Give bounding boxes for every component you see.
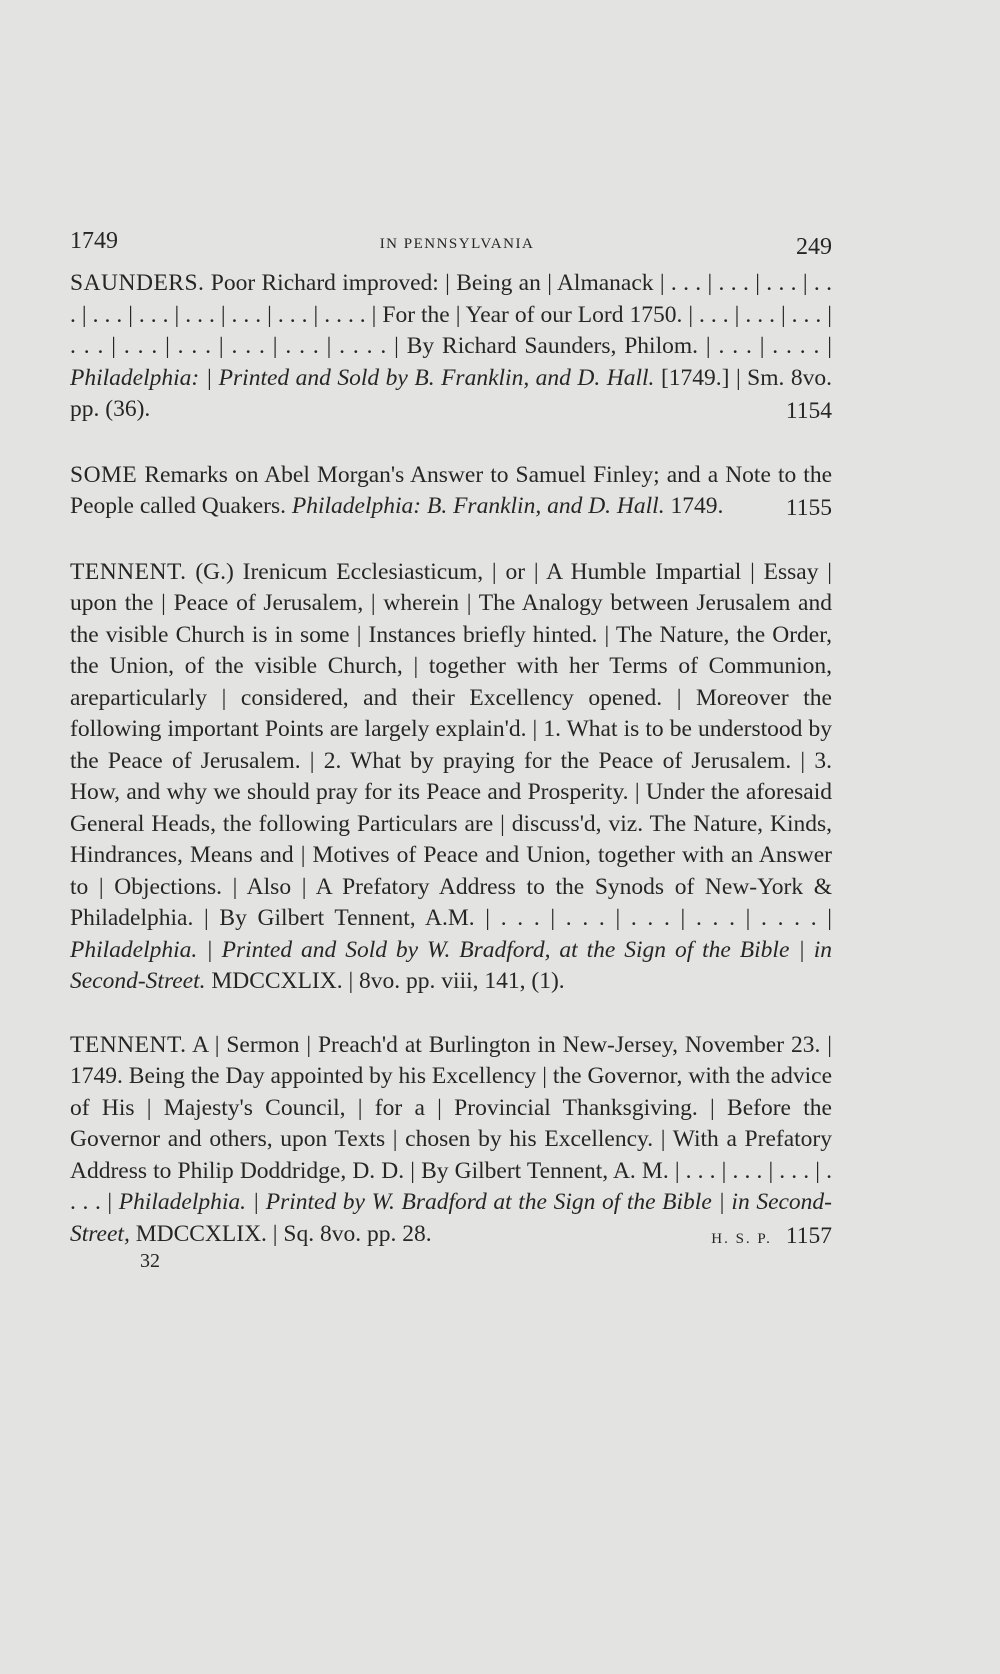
entry-title: Remarks on Abel Morgan's Answer to Samuel Finley; and a Note to the People called Quakers. [70,461,832,519]
entry-collation: MDCCXLIX. | 8vo. pp. viii, 141, (1). [211,968,565,994]
running-head-year: 1749 [70,228,118,254]
entry-imprint: Philadelphia: B. Franklin, and D. Hall. [291,493,665,519]
entry-author: TENNENT. [70,1031,187,1058]
entry-imprint: Philadelphia. | Printed and Sold by W. Bradford, at the Sign of the Bible | in Second-Street. [70,936,832,994]
entry-author: SAUNDERS. [70,270,205,296]
entry-title: (G.) Irenicum Ecclesiasticum, | or | A Humble Impartial | Essay | upon the | Peace of Jerusalem, | wherein | The Analogy between Jerusalem and the visible Church is in some | Instances briefly hinted. | The Nature, the Order, the Union, of the visible Church, | together with her Terms of Communion, areparticularly | considered, and their Excellency opened. | Moreover the following important Points are largely explain'd. | 1. What is to be understood by the Peace of Jerusalem. | 2. What by praying for the Peace of Jerusalem. | 3. How, and why we should pray for its Peace and Prosperity. | Under the aforesaid General Heads, the following Particulars are | discuss'd, viz. The Nature, Kinds, Hindrances, Means and | Motives of Peace and Union, together with an Answer to | Objections. | Also | A Prefatory Address to the Synods of New-York & Philadelphia. | By Gilbert Tennent, A.M. | . . . | . . . | . . . | . . . | . . . . | [70,558,833,931]
entry-author: TENNENT. [70,558,187,585]
entry-collation: 1749. [670,493,724,519]
entry-number: 1157 [785,1222,832,1249]
entry-location: H. S. P. [711,1230,772,1247]
entry-collation: [1749.] | Sm. 8vo. pp. (36). [70,364,833,422]
entry-imprint: Philadelphia: | Printed and Sold by B. Franklin, and D. Hall. [70,364,655,391]
entry-tail [135,1220,832,1249]
signature-mark: 32 [140,1250,160,1272]
entry-author: SOME [70,461,138,488]
running-head [70,228,832,268]
entry-title: Poor Richard improved: | Being an | Almanack | . . . | . . . | . . . | . . . | . . . | . . . | . . . | . . . | . . . | . . . . | For the | Year of our Lord 1750. | . . . | . . . | . . . | . . . | . . . | . . . | . . . | . . . | . . . . | By Richard Saunders, Philom. | . . . | . . . . | [70,270,832,359]
bibliography-entry [70,1030,832,1251]
page-number: 249 [795,234,832,260]
bibliography-entry [70,557,832,998]
running-head-title: IN PENNSYLVANIA [379,236,535,252]
entry-number: 1155 [785,495,832,521]
entry-number-group [711,1221,832,1256]
entry-collation: MDCCXLIX. | Sq. 8vo. pp. 28. [135,1220,432,1247]
bibliography-entry [70,268,832,426]
entry-number: 1154 [785,398,832,424]
entry-imprint: Philadelphia. | Printed by W. Bradford at the Sign of the Bible | in Second-Street, [70,1189,833,1247]
bibliography-entry [70,460,832,523]
book-page [70,228,832,1273]
entry-title: A | Sermon | Preach'd at Burlington in New-Jersey, November 23. | 1749. Being the Day appointed by his Excellency | the Governor, with the advice of His | Majesty's Council, | for a | Provincial Thanksgiving. | Before the Governor and others, upon Texts | chosen by his Excellency. | With a Prefatory Address to Philip Doddridge, D. D. | By Gilbert Tennent, A. M. | . . . | . . . | . . . | . . . . | [70,1031,832,1215]
